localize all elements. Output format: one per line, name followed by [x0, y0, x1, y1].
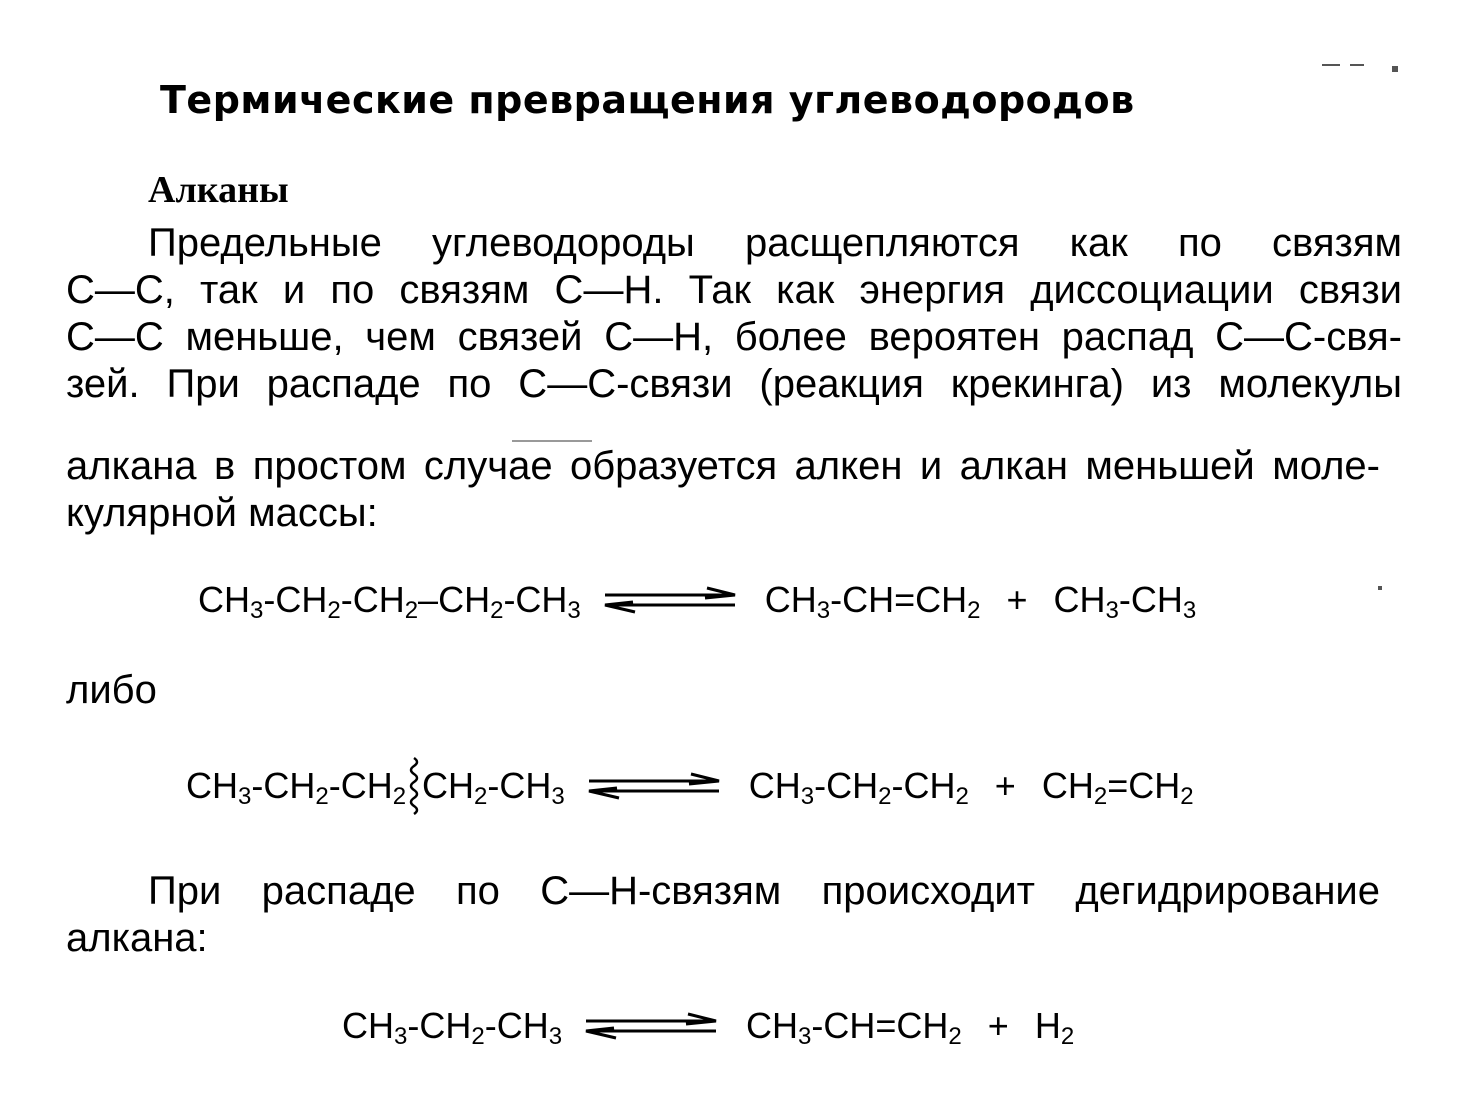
paragraph-line: При распаде по С—Н-связям происходит дегидрирование	[148, 869, 1380, 913]
product-formula: $CH_3-CH=CH_2$	[746, 1005, 962, 1050]
scan-speck	[512, 440, 592, 442]
reaction-equation-3	[342, 998, 1074, 1054]
scan-speck	[1350, 64, 1364, 66]
scan-speck	[1378, 586, 1382, 590]
wavy-bond-cleavage-icon	[407, 756, 421, 816]
scan-speck	[1322, 64, 1340, 66]
paragraph-alkane-cleavage	[66, 220, 1402, 408]
product-formula: $CH_2=CH_2$	[1041, 765, 1194, 810]
equilibrium-arrow-icon	[601, 586, 739, 614]
reactant-formula: $CH_3-CH_2-CH_2-CH_2-CH_3$	[198, 579, 581, 624]
paragraph-line: С—С, так и по связям С—Н. Так как энергия диссоциации связи	[66, 268, 1402, 312]
reactant-formula: $CH_2-CH_3$	[422, 765, 565, 810]
paragraph-line: алкана в простом случае образуется алкен и алкан меньшей моле-	[66, 444, 1380, 488]
plus-sign: +	[994, 765, 1016, 806]
paragraph-line: кулярной массы:	[66, 491, 378, 535]
reactant-formula: $CH_3-CH_2-CH_3$	[342, 1005, 563, 1050]
reactant-formula: $CH_3-CH_2-CH_2$	[186, 765, 407, 810]
product-formula: $H_2$	[1034, 1005, 1075, 1050]
reaction-equation-1	[198, 572, 1196, 628]
paragraph-dehydrogenation	[66, 868, 1380, 962]
paragraph-line: алкана:	[66, 916, 208, 960]
scan-speck	[1392, 66, 1398, 72]
paragraph-cracking-products	[66, 443, 1380, 537]
page-title: Термические превращения углеводородов	[160, 78, 1135, 122]
paragraph-line: Предельные углеводороды расщепляются как по связям	[148, 221, 1402, 265]
paragraph-line: зей. При распаде по С—С-связи (реакция крекинга) из молекулы	[66, 362, 1402, 406]
reaction-equation-2	[186, 758, 1194, 814]
equilibrium-arrow-icon	[582, 1012, 720, 1040]
product-formula: $CH_3-CH_3$	[1053, 579, 1197, 624]
libo-word: либо	[66, 668, 157, 712]
section-heading: Алканы	[148, 169, 289, 211]
plus-sign: +	[1006, 579, 1028, 620]
equilibrium-arrow-icon	[585, 772, 723, 800]
paragraph-line: С—С меньше, чем связей С—Н, более вероятен распад С—С-свя-	[66, 315, 1402, 359]
plus-sign: +	[987, 1005, 1009, 1046]
product-formula: $CH_3-CH_2-CH_2$	[748, 765, 969, 810]
product-formula: $CH_3-CH=CH_2$	[764, 579, 981, 624]
